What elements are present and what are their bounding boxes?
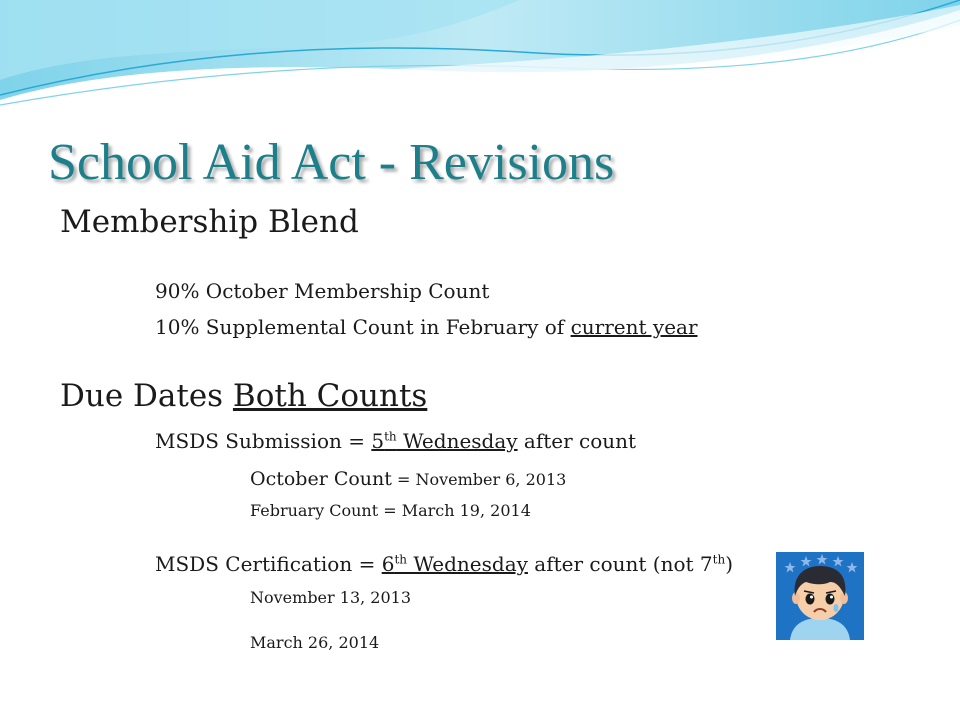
submission-label: MSDS Submission = (155, 429, 372, 453)
both-counts-label: Both Counts (232, 378, 428, 414)
submission-ordinal: 5th Wednesday (371, 429, 518, 453)
slide-title: School Aid Act - Revisions (48, 134, 615, 191)
header-wave-decoration (0, 0, 960, 115)
february-count-date: February Count = March 19, 2014 (250, 501, 531, 520)
certification-suffix: after count (not 7 (527, 552, 713, 576)
due-dates-heading (60, 377, 427, 415)
certification-close: ) (725, 552, 734, 576)
october-count-value: = November 6, 2013 (391, 470, 567, 489)
certification-date-march: March 26, 2014 (250, 633, 380, 652)
membership-item-october: 90% October Membership Count (155, 279, 490, 303)
certification-ordinal: 6th Wednesday (381, 552, 528, 576)
certification-date-november: November 13, 2013 (250, 588, 412, 607)
submission-suffix: after count (517, 429, 637, 453)
not-seventh-sup: th (712, 552, 726, 567)
october-count-date (250, 466, 566, 492)
worried-person-icon (776, 552, 864, 640)
certification-label: MSDS Certification = (155, 552, 382, 576)
membership-item-supplemental (155, 314, 698, 340)
membership-heading: Membership Blend (60, 204, 359, 240)
october-count-label: October Count (250, 468, 392, 490)
supplemental-text: 10% Supplemental Count in February of (155, 315, 571, 339)
msds-submission-line (155, 428, 636, 454)
due-dates-label: Due Dates (60, 378, 233, 414)
current-year-text: current year (570, 315, 698, 339)
msds-certification-line (155, 551, 733, 577)
